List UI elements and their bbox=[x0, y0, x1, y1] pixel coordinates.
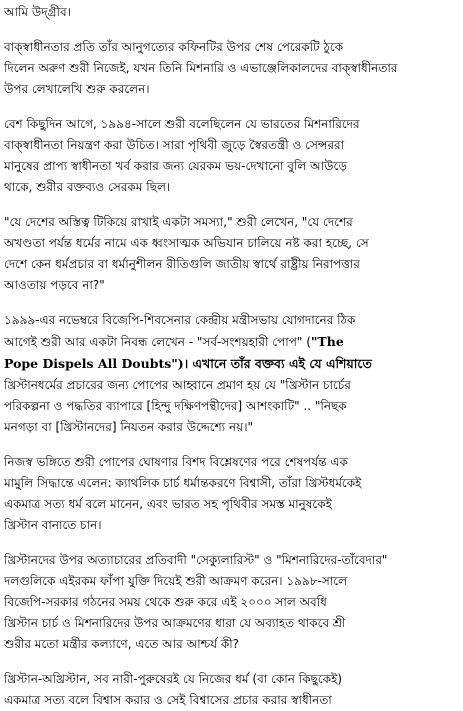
text-line: দিলেন অরুণ শুরী নিজেই, যখন তিনি মিশনারি ও এভাঞ্জেলিকালদের বাক্‌স্বাধীনতার bbox=[4, 61, 398, 75]
text-line: পরিকল্পনা ও পদ্ধতির ব্যাপারে [হিন্দু দক্ষিণপন্থীদের] আশংকাটি" .. "নিছক bbox=[4, 399, 347, 413]
english-inline: "The bbox=[310, 334, 344, 349]
text-line: মনগড়া বা [খ্রিস্টানদের] নিযতন করার উদ্দেশ্যে নয়।" bbox=[4, 420, 254, 434]
text-line: আমি উদ্গ্রীব। bbox=[4, 5, 71, 19]
paragraph-6 bbox=[4, 452, 459, 536]
paragraph-5 bbox=[4, 310, 459, 438]
text-line: দেশে কেন ধর্মপ্রচার বা ধর্মানুশীলন রীতিগুলি জাতীয় স্বার্থে রাষ্ট্রীয় নিরাপত্তার bbox=[4, 257, 360, 271]
paragraph-4 bbox=[4, 212, 459, 296]
text-line: খ্রিস্টান-অখ্রিস্টান, সব নারী-পুরুষেরই যে নিজের ধর্ম (বা কোন কিছুকেই) bbox=[4, 672, 342, 686]
paragraph-1 bbox=[4, 2, 459, 23]
text-line: শুরীর মতো মন্ত্রীর কল্যাণে, এতে আর আশ্চর্য কী? bbox=[4, 637, 240, 651]
text-line: ১৯৯৯-এর নভেম্বরে বিজেপি-শিবসেনার কেন্দ্রীয় মন্ত্রীসভায় যোগদানের ঠিক bbox=[4, 313, 356, 327]
text-line: উপর লেখালেখি শুরু করলেন। bbox=[4, 82, 150, 96]
text-line: মানুষের প্রাপ্য স্বাধীনতা খর্ব করার জন্য যেরকম ভয়-দেখানো বুলি আউড়ে bbox=[4, 159, 347, 173]
text-line: Pope Dispels All Doubts")। এখানে তাঁর বক্তব্য এই যে এশিয়াতে bbox=[4, 356, 372, 371]
text-line: খ্রিস্টানধর্মের প্রচারের জন্য পোপের আহ্বানে প্রমাণ হয় যে "খ্রিস্টান চার্চের bbox=[4, 378, 351, 392]
paragraph-7 bbox=[4, 550, 459, 655]
text-line: আগেই শুরী আর একটা নিবন্ধ লেখেন - "সর্ব-সংশয়হারী পোপ" ( bbox=[4, 335, 311, 349]
text-line: একমাত্র সত্য ধর্ম বলে মানেন, এবং ভারত সহ পৃথিবীর সমস্ত মানুষকেই bbox=[4, 497, 332, 511]
text-line: বাক্‌স্বাধীনতা নিয়ন্ত্রণ করা উচিত। সারা পৃথিবী জুড়ে স্বৈরতন্ত্রী ও সেন্সররা bbox=[4, 138, 345, 152]
text-line: খ্রিস্টান চার্চ ও মিশনারিদের উপর আক্রমণের ধারা যে অব্যাহত থাকবে শ্রী bbox=[4, 616, 346, 630]
text-line: দলগুলিকে এইরকম ফাঁপা যুক্তি দিয়েই শুরী আক্রমণ করেন। ১৯৯৮-সালে bbox=[4, 574, 348, 588]
text-line: খ্রিস্টান বানাতে চান। bbox=[4, 518, 102, 532]
text-line: খ্রিস্টানদের উপর অত্যাচারের প্রতিবাদী "সেক্যুলারিস্ট" ও "মিশনারিদের-তাঁবেদার" bbox=[4, 553, 388, 567]
paragraph-8 bbox=[4, 669, 459, 711]
text-line: বিজেপি-সরকার গঠনের সময় থেকে শুরু করে এই ২০০০ সাল অবধি bbox=[4, 595, 327, 609]
text-line: অখণ্ডতা পর্যন্ত ধর্মের নামে এক ধ্বংসাত্মক অভিযান চালিয়ে নষ্ট করা হচ্ছে, সে bbox=[4, 236, 369, 250]
paragraph-2 bbox=[4, 37, 459, 100]
text-line: নিজস্ব ভঙ্গিতে শুরী পোপের ঘোষণার বিশদ বিশ্লেষণের পরে শেষপর্যন্ত এক bbox=[4, 455, 348, 469]
text-line: একমাত্র সত্য বলে বিশ্বাস করার ও সেই বিশ্বাসের প্রচার করার স্বাধীনতা bbox=[4, 693, 332, 707]
text-line: বাক্‌স্বাধীনতার প্রতি তাঁর আনুগত্যের কফিনটির উপর শেষ পেরেকটি ঠুকে bbox=[4, 40, 344, 54]
text-line: মামুলি সিদ্ধান্তে এলেন: ক্যাথলিক চার্চ ধর্মান্তকরণে বিশ্বাসী, তাঁরা খ্রিস্টধর্মকেই bbox=[4, 476, 362, 490]
text-line: "যে দেশের অস্তিত্ব টিকিয়ে রাখাই একটা সমস্যা," শুরী লেখেন, "যে দেশের bbox=[4, 215, 353, 229]
text-line: আওতায় পড়বে না?" bbox=[4, 278, 105, 292]
text-line: বেশ কিছুদিন আগে, ১৯৯৪-সালে শুরী বলেছিলেন যে ভারতের মিশনারিদের bbox=[4, 117, 360, 131]
text-line: থাকে, শুরীর বক্তব্যও সেরকম ছিল। bbox=[4, 180, 171, 194]
paragraph-3 bbox=[4, 114, 459, 198]
